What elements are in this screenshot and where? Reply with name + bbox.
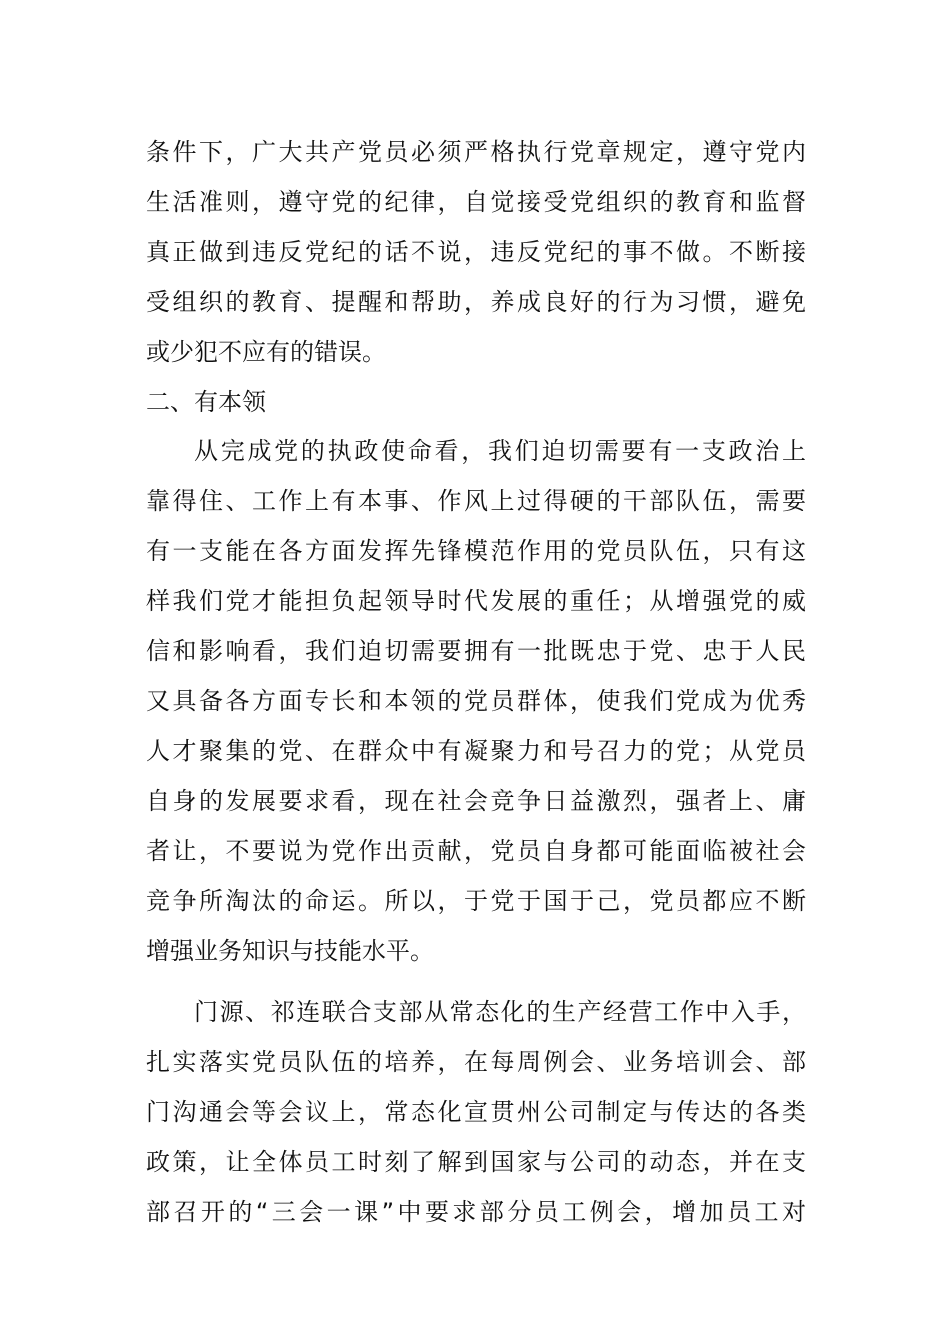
text-line: 者让，不要说为党作出贡献，党员自身都可能面临被社会 (146, 837, 806, 865)
text-line: 增强业务知识与技能水平。 (146, 937, 434, 965)
text-line: 条件下，广大共产党员必须严格执行党章规定，遵守党内 (146, 138, 806, 166)
text-line: 部召开的“三会一课”中要求部分员工例会，增加员工对 (146, 1198, 806, 1226)
text-line: 门源、祁连联合支部从常态化的生产经营工作中入手， (194, 998, 806, 1026)
text-line: 靠得住、工作上有本事、作风上过得硬的干部队伍，需要 (146, 487, 806, 515)
section-heading: 二、有本领 (146, 388, 266, 416)
text-line: 生活准则，遵守党的纪律，自觉接受党组织的教育和监督 (146, 188, 806, 216)
text-line: 又具备各方面专长和本领的党员群体，使我们党成为优秀 (146, 687, 806, 715)
text-line: 自身的发展要求看，现在社会竞争日益激烈，强者上、庸 (146, 787, 806, 815)
text-line: 有一支能在各方面发挥先锋模范作用的党员队伍，只有这 (146, 537, 806, 565)
text-line: 竞争所淘汰的命运。所以，于党于国于己，党员都应不断 (146, 887, 806, 915)
text-line: 政策，让全体员工时刻了解到国家与公司的动态，并在支 (146, 1148, 806, 1176)
text-line: 真正做到违反党纪的话不说，违反党纪的事不做。不断接 (146, 238, 806, 266)
text-line: 或少犯不应有的错误。 (146, 338, 386, 366)
text-line: 从完成党的执政使命看，我们迫切需要有一支政治上 (194, 437, 806, 465)
text-line: 门沟通会等会议上，常态化宣贯州公司制定与传达的各类 (146, 1098, 806, 1126)
text-line: 样我们党才能担负起领导时代发展的重任；从增强党的威 (146, 587, 806, 615)
text-line: 人才聚集的党、在群众中有凝聚力和号召力的党；从党员 (146, 737, 806, 765)
text-line: 信和影响看，我们迫切需要拥有一批既忠于党、忠于人民 (146, 637, 806, 665)
text-line: 受组织的教育、提醒和帮助，养成良好的行为习惯，避免 (146, 288, 806, 316)
text-line: 扎实落实党员队伍的培养，在每周例会、业务培训会、部 (146, 1048, 806, 1076)
